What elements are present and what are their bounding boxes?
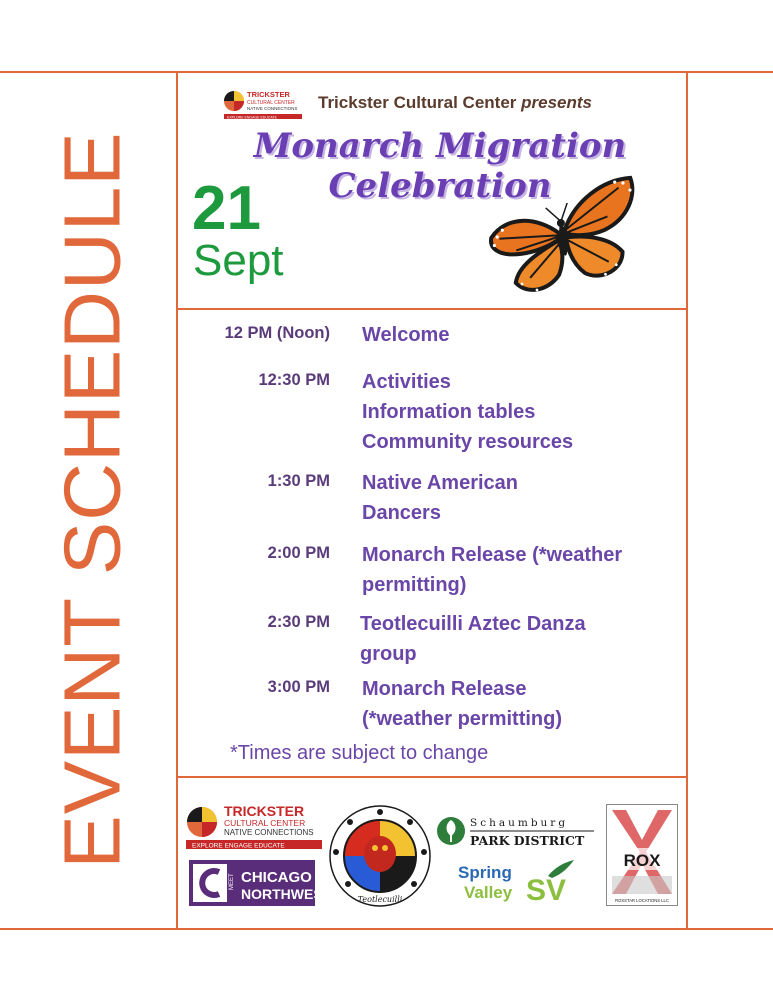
activity-line: permitting) bbox=[362, 574, 467, 596]
activity-line: Monarch Release bbox=[362, 678, 527, 700]
svg-text:EXPLORE ENGAGE EDUCATE: EXPLORE ENGAGE EDUCATE bbox=[192, 842, 285, 850]
top-border bbox=[0, 71, 773, 73]
activity-line: Monarch Release (*weather bbox=[362, 544, 623, 566]
activity-line: Teotlecuilli Aztec Danza bbox=[360, 613, 586, 635]
activity-line: Community resources bbox=[362, 431, 574, 453]
event-schedule-title bbox=[48, 75, 138, 925]
spring-valley-logo bbox=[456, 856, 578, 906]
svg-text:ROXSTAR LOCATIONS LLC: ROXSTAR LOCATIONS LLC bbox=[615, 898, 669, 903]
activity-line: Activities bbox=[362, 371, 451, 393]
bottom-border bbox=[0, 928, 773, 930]
event-schedule-title-text: EVENT SCHEDULE bbox=[48, 131, 138, 869]
svg-text:MEET: MEET bbox=[229, 873, 235, 890]
schaumburg-park-district-logo bbox=[436, 812, 596, 850]
trickster-logo bbox=[184, 802, 324, 850]
event-title-line2: Celebration bbox=[328, 166, 552, 206]
date-month: Sept bbox=[193, 236, 284, 285]
schedule-activity bbox=[362, 540, 622, 600]
schedule-activity bbox=[362, 468, 518, 528]
presenter-name: Trickster Cultural Center bbox=[318, 93, 517, 112]
activity-line: Native American bbox=[362, 472, 518, 494]
presenter-line bbox=[318, 93, 592, 113]
header-divider bbox=[176, 308, 688, 310]
svg-text:Schaumburg: Schaumburg bbox=[470, 817, 569, 829]
presents-word: presents bbox=[521, 93, 593, 112]
svg-text:SV: SV bbox=[526, 874, 567, 907]
schedule-time: 3:00 PM bbox=[267, 678, 330, 696]
monarch-butterfly-icon bbox=[480, 178, 645, 296]
schedule-note: *Times are subject to change bbox=[230, 742, 489, 764]
svg-text:CHICAGO: CHICAGO bbox=[241, 869, 312, 886]
svg-text:TRICKSTER: TRICKSTER bbox=[224, 803, 305, 819]
schedule-time: 12:30 PM bbox=[258, 371, 330, 389]
svg-text:TRICKSTER: TRICKSTER bbox=[247, 90, 290, 99]
activity-line: group bbox=[360, 643, 417, 665]
svg-text:NATIVE CONNECTIONS: NATIVE CONNECTIONS bbox=[224, 828, 314, 837]
activity-line: Information tables bbox=[362, 401, 536, 423]
left-divider bbox=[176, 71, 178, 930]
activity-line: Dancers bbox=[362, 502, 441, 524]
meet-chicago-northwest-logo bbox=[189, 860, 332, 906]
schedule-time: 1:30 PM bbox=[267, 472, 330, 490]
svg-text:PARK DISTRICT: PARK DISTRICT bbox=[470, 833, 585, 848]
svg-text:EXPLORE ENGAGE EDUCATE: EXPLORE ENGAGE EDUCATE bbox=[227, 115, 277, 120]
activity-line: (*weather permitting) bbox=[362, 708, 563, 730]
svg-text:Valley: Valley bbox=[464, 883, 513, 902]
svg-text:ROX: ROX bbox=[623, 851, 661, 870]
footer-divider bbox=[176, 776, 688, 778]
schedule-time: 2:30 PM bbox=[267, 613, 330, 631]
trickster-logo-small bbox=[222, 88, 304, 120]
schedule-activity bbox=[362, 674, 562, 734]
activity-line: Welcome bbox=[362, 324, 450, 346]
schedule-time: 12 PM (Noon) bbox=[224, 324, 330, 342]
svg-text:NATIVE CONNECTIONS: NATIVE CONNECTIONS bbox=[247, 106, 298, 111]
svg-text:CULTURAL CENTER: CULTURAL CENTER bbox=[247, 100, 295, 106]
schedule-time: 2:00 PM bbox=[267, 544, 330, 562]
svg-text:NORTHWEST: NORTHWEST bbox=[241, 886, 332, 902]
schedule-activity bbox=[362, 367, 573, 457]
svg-text:Teotlecuilli: Teotlecuilli bbox=[357, 895, 403, 904]
teotlecuilli-logo bbox=[328, 804, 432, 908]
roxstar-logo bbox=[606, 804, 678, 906]
event-title-line1: Monarch Migration bbox=[253, 126, 627, 166]
svg-text:CULTURAL CENTER: CULTURAL CENTER bbox=[224, 818, 306, 828]
schedule-activity bbox=[362, 320, 449, 350]
right-divider bbox=[686, 71, 688, 930]
svg-text:Spring: Spring bbox=[458, 863, 512, 882]
schedule-activity bbox=[360, 609, 586, 669]
date-day: 21 bbox=[192, 174, 261, 243]
